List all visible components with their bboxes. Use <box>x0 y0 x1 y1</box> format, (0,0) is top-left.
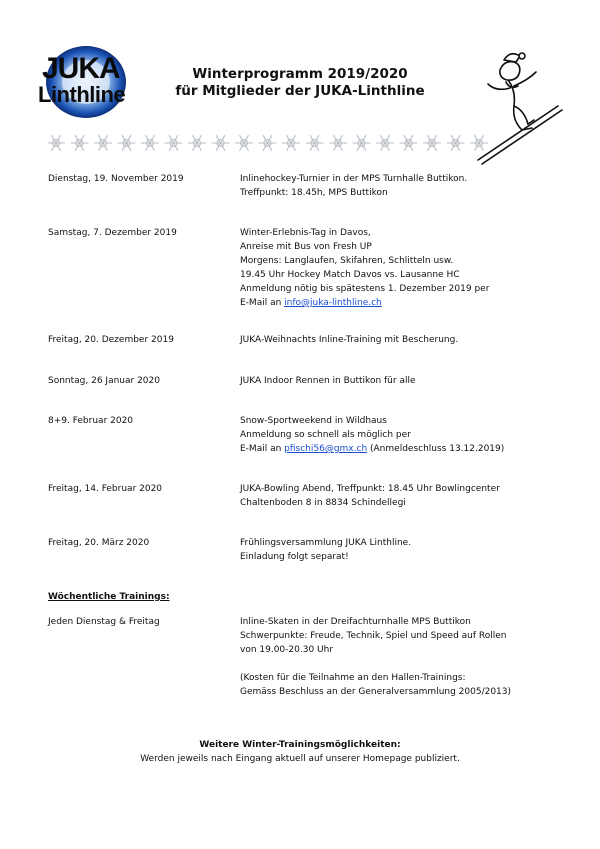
logo-linthline-text: Linthline <box>38 82 126 107</box>
logo-juka-text: JUKA <box>42 52 120 85</box>
footer-heading: Weitere Winter-Trainingsmöglichkeiten: <box>199 740 401 750</box>
email-link[interactable]: pfischi56@gmx.ch <box>284 444 368 454</box>
snowflake-border <box>48 128 488 158</box>
weekly-date: Jeden Dienstag & Freitag <box>48 617 160 627</box>
event-date: Freitag, 14. Februar 2020 <box>48 484 163 494</box>
event-description: JUKA-Bowling Abend, Treffpunkt: 18.45 Uhr Bowlingcenter Chaltenboden 8 in 8834 Schindellegi <box>240 484 500 508</box>
event-description: Inlinehockey-Turnier in der MPS Turnhalle Buttikon. Treffpunkt: 18.45h, MPS Buttikon <box>240 174 468 198</box>
event-description: Frühlingsversammlung JUKA Linthline. Einladung folgt separat! <box>240 538 412 562</box>
event-date: Freitag, 20. Dezember 2019 <box>48 335 174 345</box>
page-subtitle: für Mitglieder der JUKA-Linthline <box>175 83 425 99</box>
event-date: 8+9. Februar 2020 <box>48 416 134 426</box>
weekly-trainings-heading: Wöchentliche Trainings: <box>48 592 170 602</box>
ski-jumper-illustration <box>470 48 565 168</box>
page-title: Winterprogramm 2019/2020 <box>192 66 408 82</box>
email-line: E-Mail an pfischi56@gmx.ch (Anmeldeschluss 13.12.2019) <box>240 444 505 454</box>
event-description: JUKA-Weihnachts Inline-Training mit Bescherung. <box>240 335 459 345</box>
event-date: Samstag, 7. Dezember 2019 <box>48 228 177 238</box>
event-date: Freitag, 20. März 2020 <box>48 538 150 548</box>
email-link[interactable]: info@juka-linthline.ch <box>284 298 382 308</box>
event-description: JUKA Indoor Rennen in Buttikon für alle <box>240 376 416 386</box>
footer-text: Werden jeweils nach Eingang aktuell auf unserer Homepage publiziert. <box>140 754 460 764</box>
weekly-description: Inline-Skaten in der Dreifachturnhalle MPS Buttikon Schwerpunkte: Freude, Technik, Spiel und Speed auf Rollen von 19.00-20.30 Uhr (Kosten für die Teilnahme an den Hallen-Trainings: Gemäss Beschluss an der Generalversammlung 2005/2013) <box>240 617 512 697</box>
email-line: E-Mail an info@juka-linthline.ch <box>240 298 382 308</box>
event-date: Sonntag, 26 Januar 2020 <box>48 376 160 386</box>
event-date: Dienstag, 19. November 2019 <box>48 174 184 184</box>
event-description: Winter-Erlebnis-Tag in Davos, Anreise mit Bus von Fresh UP Morgens: Langlaufen, Skifahren, Schlitteln usw. 19.45 Uhr Hockey Match Davos vs. Lausanne HC Anmeldung nötig bis spätestens 1. Dezember 2019 per E-Mail an info@juka-linthline.ch <box>240 226 560 310</box>
event-description: Snow-Sportweekend in Wildhaus Anmeldung so schnell als möglich per E-Mail an pfischi56@gmx.ch (Anmeldeschluss 13.12.2019) <box>240 414 560 456</box>
